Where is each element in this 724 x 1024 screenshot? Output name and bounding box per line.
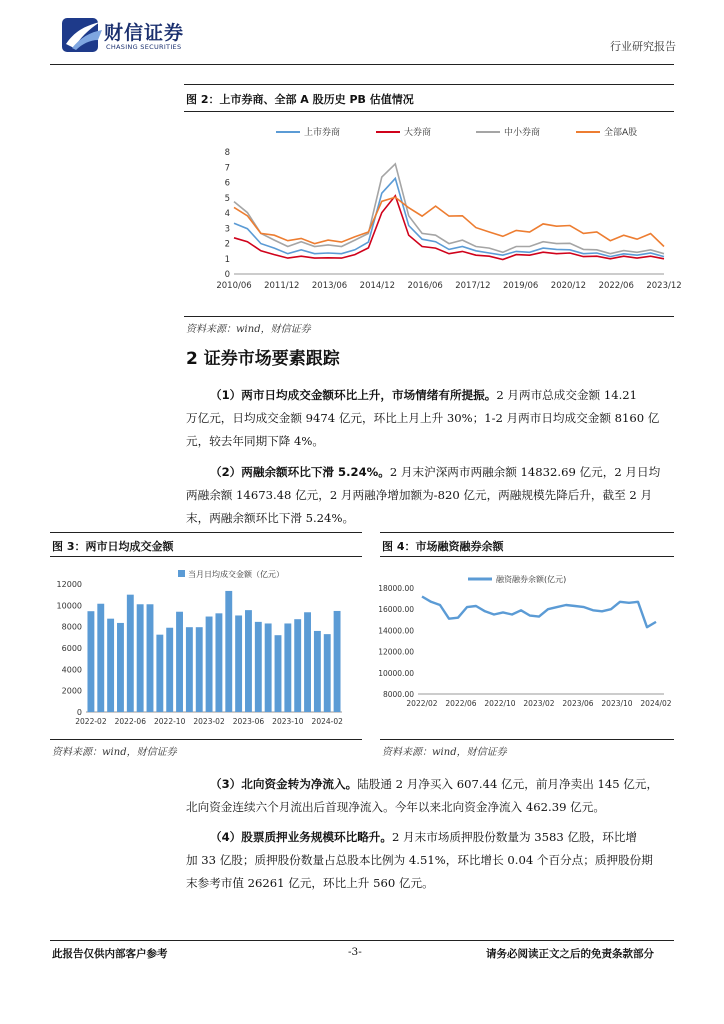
figure3-bar [334,611,341,712]
figure4-title: 图 4：市场融资融券余额 [382,540,504,553]
report-type: 行业研究报告 [610,40,676,53]
figure2-title-rule [184,111,674,112]
figure4-ytick: 10000.00 [378,668,414,678]
p4-line2: 加 33 亿股；质押股份数量占总股本比例为 4.51%，环比增长 0.04 个百分点；质押股份期 [186,853,653,867]
figure4-chart [380,562,674,732]
company-name-en: CHASING SECURITIES [106,43,182,51]
figure3-bottom-rule [50,739,362,740]
figure4-xtick: 2023/10 [601,699,633,708]
paragraph-3 [186,773,676,819]
figure4-source: 资料来源：wind，财信证券 [382,747,507,758]
figure2-ytick: 5 [224,193,230,204]
figure2-ytick: 6 [224,178,230,189]
p1-line3: 元，较去年同期下降 4%。 [186,434,325,448]
figure3-top-rule [50,532,362,533]
figure2-xtick: 2023/12 [646,281,682,291]
figure4-ytick: 16000.00 [378,605,414,615]
logo-mark-icon [60,14,104,54]
p2-bold: （2）两融余额环比下滑 5.24%。 [210,465,390,479]
figure2-legend-label: 中小券商 [504,128,541,138]
figure2-xtick: 2017/12 [455,281,491,291]
footer-left: 此报告仅供内部客户参考 [52,948,168,960]
figure2-series-line [234,178,664,256]
figure3-xtick: 2022-06 [114,717,146,726]
figure2-xtick: 2022/06 [598,281,634,291]
figure2-legend-label: 大券商 [404,128,432,138]
figure3-bar [275,635,282,712]
figure3-xtick: 2022-02 [75,717,107,726]
figure2-xtick: 2013/06 [311,281,348,291]
figure3-xtick: 2023-10 [272,717,304,726]
figure4-series-line [422,597,656,628]
header-rule [50,64,674,65]
figure4-ytick: 14000.00 [378,626,414,636]
figure2-bottom-rule [184,316,674,317]
figure3-title-rule [50,556,362,557]
figure3-bar [314,631,321,712]
paragraph-4 [186,826,676,895]
figure3-title: 图 3：两市日均成交金额 [52,540,174,553]
p1-line1: 2 月两市总成交金额 14.21 [496,388,638,402]
figure3-legend-swatch [178,570,185,577]
figure3-xtick: 2024-02 [311,717,343,726]
figure4-ytick: 8000.00 [382,690,414,699]
figure3-bar [255,622,262,712]
p3-line1: 陆股通 2 月净买入 607.44 亿元，前月净卖出 145 亿元， [357,777,659,791]
figure2-ytick: 4 [224,209,230,219]
p3-line2: 北向资金连续六个月流出后首现净流入。今年以来北向资金净流入 462.39 亿元。 [186,800,605,814]
figure3-bar [245,610,252,712]
figure3-bar [206,617,213,712]
p4-bold: （4）股票质押业务规模环比略升。 [210,830,392,844]
figure3-bar [284,623,291,712]
paragraph-2 [186,461,676,530]
footer-right: 请务必阅读正文之后的免责条款部分 [486,948,654,960]
figure3-ytick: 10000 [56,601,82,611]
p4-line1: 2 月末市场质押股份数量为 3583 亿股，环比增 [391,830,638,844]
figure3-bar [235,615,242,712]
figure3-ytick: 8000 [61,622,82,632]
figure2-xtick: 2010/06 [216,281,252,291]
p3-bold: （3）北向资金转为净流入。 [210,777,358,791]
figure3-bar [166,628,173,712]
figure2-xtick: 2011/12 [264,281,300,291]
figure3-ytick: 0 [76,708,82,717]
p1-bold: （1）两市日均成交金额环比上升，市场情绪有所提振。 [210,388,497,402]
figure3-bar [324,634,331,712]
figure3-legend-label: 当月日均成交金额（亿元） [188,570,284,579]
figure4-xtick: 2023/02 [523,699,555,708]
figure3-bar [156,635,163,712]
figure4-xtick: 2022/02 [406,699,438,708]
figure3-source: 资料来源：wind，财信证券 [52,747,177,758]
figure4-bottom-rule [380,739,674,740]
figure2-title: 图 2：上市券商、全部 A 股历史 PB 估值情况 [186,93,414,106]
figure2-ytick: 2 [224,239,230,250]
figure2-series-line [234,197,664,246]
figure2-source: 资料来源：wind，财信证券 [186,324,311,335]
figure2-top-rule [184,84,674,85]
figure3-ytick: 12000 [56,580,82,589]
figure3-bar [186,627,193,712]
figure2-legend-label: 上市券商 [304,128,341,138]
figure4-xtick: 2022/06 [445,699,477,708]
figure3-bar [137,604,144,712]
figure3-xtick: 2023-02 [193,717,225,726]
figure3-ytick: 2000 [61,686,82,696]
figure2-ytick: 7 [224,163,230,174]
figure4-legend-label: 融资融券余额(亿元) [496,575,567,584]
figure3-bar [265,623,272,712]
figure4-xtick: 2022/10 [484,699,516,708]
figure3-bar [304,612,311,712]
figure3-bar [147,604,154,712]
figure3-bar [117,623,124,712]
figure2-ytick: 0 [224,270,230,280]
figure4-ytick: 12000.00 [378,647,414,657]
footer-rule [50,940,674,941]
figure3-bar [215,613,222,712]
figure4-top-rule [380,532,674,533]
p4-line3: 末参考市值 26261 亿元，环比上升 560 亿元。 [186,876,434,890]
figure2-ytick: 1 [224,254,230,265]
figure3-ytick: 4000 [61,665,82,675]
figure4-xtick: 2023/06 [562,699,594,708]
p2-line3: 末，两融余额环比下滑 5.24%。 [186,511,355,525]
p2-line1: 2 月末沪深两市两融余额 14832.69 亿元，2 月日均 [389,465,661,479]
figure4-ytick: 18000.00 [378,584,414,593]
p2-line2: 两融余额 14673.48 亿元，2 月两融净增加额为-820 亿元，两融规模先降后升，截至 2 月 [186,488,653,502]
page-number: -3- [348,946,362,958]
section-heading: 2 证券市场要素跟踪 [186,349,340,369]
figure4-title-rule [380,556,674,557]
figure3-bar [107,619,114,712]
figure3-bar [294,619,301,712]
figure3-bar [127,595,134,712]
figure3-bar [196,627,203,712]
paragraph-1 [186,384,676,453]
figure2-ytick: 8 [224,148,230,158]
figure2-chart [184,114,682,314]
p1-line2: 万亿元，日均成交金额 9474 亿元，环比上月上升 30%；1-2 月两市日均成交金额 8160 亿 [186,411,660,425]
figure2-xtick: 2020/12 [550,281,587,291]
figure2-xtick: 2016/06 [407,281,443,291]
figure3-bar [225,591,232,712]
figure3-xtick: 2022-10 [154,717,186,726]
figure4-xtick: 2024/02 [640,699,672,708]
logo [60,14,190,56]
figure2-legend-label: 全部A股 [604,128,638,138]
figure3-ytick: 6000 [61,644,82,653]
company-name-cn: 财信证券 [104,22,185,44]
figure3-bar [176,612,183,712]
figure2-xtick: 2014/12 [359,281,395,291]
figure3-chart [50,560,362,732]
figure2-xtick: 2019/06 [503,281,539,291]
figure2-ytick: 3 [224,224,230,235]
figure3-bar [87,611,94,712]
figure2-series-line [234,164,664,254]
figure3-bar [97,604,104,712]
figure3-xtick: 2023-06 [232,717,265,726]
